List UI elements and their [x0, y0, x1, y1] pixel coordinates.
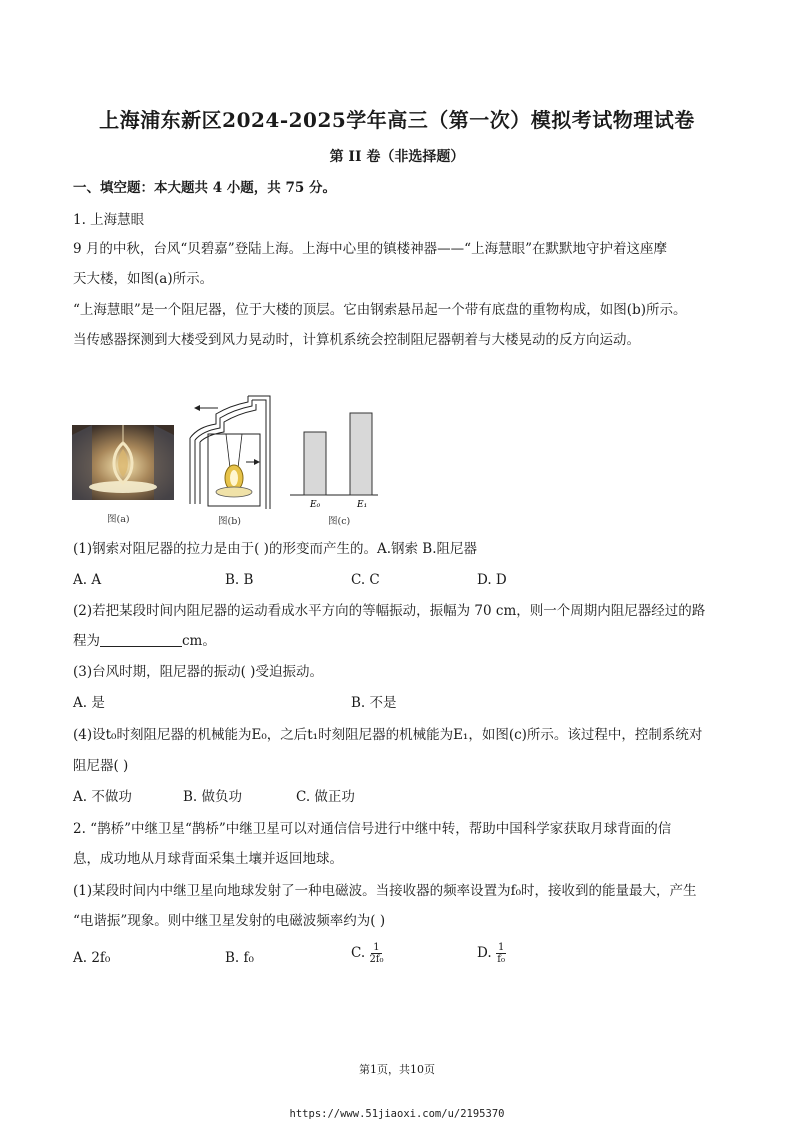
q1-sub1-option-c: C. C: [351, 572, 380, 588]
q2-option-d-label: D.: [477, 945, 492, 961]
bar-e0-label: E₀: [310, 500, 321, 510]
watermark-link[interactable]: https://www.51jiaoxi.com/u/2195370: [289, 1108, 505, 1120]
section-heading: 一、填空题：本大题共 4 小题，共 75 分。: [73, 180, 336, 196]
bar-e0: [304, 432, 326, 495]
figure-c-chart: [290, 408, 380, 512]
q1-title: 1. 上海慧眼: [73, 212, 145, 228]
q1-sub4-option-a: A. 不做功: [73, 789, 132, 805]
q1-intro-line4: 当传感器探测到大楼受到风力晃动时，计算机系统会控制阻尼器朝着与大楼晃动的反方向运动。: [73, 332, 640, 348]
figure-c-caption: 图(c): [328, 516, 351, 527]
q1-sub4-option-c: C. 做正功: [296, 789, 355, 805]
figure-b-caption: 图(b): [218, 516, 241, 527]
q1-sub4-line2: 阻尼器( ): [73, 758, 129, 774]
figure-b-diagram: [186, 394, 276, 509]
q2-option-d-numerator: 1: [497, 942, 505, 953]
bar-e1-label: E₁: [357, 500, 368, 510]
q2-option-c-denominator: 2f₀: [369, 954, 384, 965]
q2-option-d-fraction: [496, 942, 506, 965]
q2-option-c: [351, 942, 384, 965]
q1-sub3-option-a: A. 是: [73, 695, 105, 711]
q2-option-d: [477, 942, 506, 965]
q2-option-b: B. f₀: [225, 950, 254, 966]
q1-sub2-line1: (2)若把某段时间内阻尼器的运动看成水平方向的等幅振动，振幅为 70 cm，则一个周期内阻尼器经过的路: [73, 603, 706, 619]
q2-sub1-line2: “电谐振”现象。则中继卫星发射的电磁波频率约为( ): [73, 913, 386, 929]
q2-option-c-label: C.: [351, 945, 366, 961]
q1-sub1-option-d: D. D: [477, 572, 507, 588]
q2-option-a: A. 2f₀: [73, 950, 111, 966]
answer-blank[interactable]: [100, 632, 182, 647]
q1-sub3: (3)台风时期，阻尼器的振动( )受迫振动。: [73, 664, 323, 680]
q1-sub2-suffix: cm。: [182, 633, 216, 649]
page-title: 上海浦东新区2024-2025学年高三（第一次）模拟考试物理试卷: [99, 108, 695, 132]
q2-line2: 息，成功地从月球背面采集土壤并返回地球。: [73, 851, 343, 867]
q2-option-c-fraction: [369, 942, 383, 965]
page-footer: 第1页，共10页: [359, 1063, 435, 1076]
figure-a-caption: 图(a): [107, 514, 130, 525]
q1-sub4-line1: (4)设t₀时刻阻尼器的机械能为E₀，之后t₁时刻阻尼器的机械能为E₁，如图(c)所示。该过程中，控制系统对: [73, 727, 703, 743]
page-subtitle: 第 II 卷（非选择题）: [329, 149, 465, 165]
q2-line1: 2. “鹊桥”中继卫星“鹊桥”中继卫星可以对通信信号进行中继中转，帮助中国科学家获取月球背面的信: [73, 821, 672, 837]
bar-e1: [350, 413, 372, 495]
q1-sub4-option-b: B. 做负功: [183, 789, 243, 805]
q2-sub1-line1: (1)某段时间内中继卫星向地球发射了一种电磁波。当接收器的频率设置为f₀时，接收到的能量最大，产生: [73, 883, 697, 899]
figure-a-photo: [72, 425, 174, 500]
q1-sub1-option-b: B. B: [225, 572, 254, 588]
q1-sub1: (1)钢索对阻尼器的拉力是由于( )的形变而产生的。A.钢索 B.阻尼器: [73, 541, 477, 557]
q2-option-c-numerator: 1: [373, 942, 380, 953]
q1-intro-line1: 9 月的中秋，台风“贝碧嘉”登陆上海。上海中心里的镇楼神器——“上海慧眼”在默默地守护着这座摩: [73, 241, 667, 257]
q1-sub2-prefix: 程为: [73, 633, 100, 649]
q1-sub1-option-a: A. A: [73, 572, 102, 588]
q1-sub2-line2: [73, 632, 216, 650]
q2-option-d-denominator: f₀: [497, 954, 505, 965]
q1-sub3-option-b: B. 不是: [351, 695, 397, 711]
q1-intro-line3: “上海慧眼”是一个阻尼器，位于大楼的顶层。它由钢索悬吊起一个带有底盘的重物构成，如图(b)所示。: [73, 302, 687, 318]
q1-intro-line2: 天大楼，如图(a)所示。: [73, 271, 214, 287]
